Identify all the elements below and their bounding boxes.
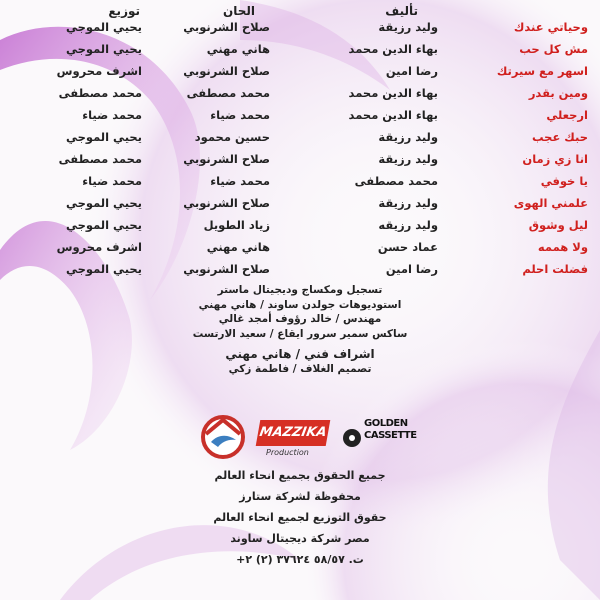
song-title: اسهر مع سيرتك: [496, 64, 588, 78]
song-title: ومين بقدر: [528, 86, 588, 100]
song-composer: صلاح الشرنوبي: [183, 64, 270, 78]
song-composer: حسين محمود: [194, 130, 270, 144]
song-lyrics: وليد رزيقة: [378, 152, 438, 166]
song-distribution: يحيي الموجي: [65, 218, 142, 232]
song-composer: زياد الطويل: [203, 218, 270, 232]
song-distribution: يحيي الموجي: [65, 196, 142, 210]
song-distribution: محمد ضياء: [82, 174, 142, 188]
header-composer: الحان: [222, 4, 255, 18]
studio-line-musicians: ساكس سمير سرور ايقاع / سعيد الارتست: [192, 327, 408, 340]
song-lyrics: وليد رزيقة: [378, 196, 438, 210]
song-row: [0, 86, 600, 106]
song-composer: صلاح الشرنوبي: [183, 20, 270, 34]
song-row: [0, 130, 600, 150]
studio-line-recording: تسجيل ومكساج وديجيتال ماستر: [217, 284, 383, 296]
song-title: ارجعلي: [546, 108, 588, 122]
song-lyrics: وليد رزيقة: [378, 130, 438, 144]
song-lyrics: وليد رزيقة: [378, 20, 438, 34]
song-distribution: يحيي الموجي: [65, 20, 142, 34]
song-lyrics: رضا امين: [385, 262, 438, 276]
song-row: [0, 42, 600, 62]
song-row: [0, 108, 600, 128]
song-composer: هاني مهني: [206, 240, 270, 254]
song-title: ولا هممه: [537, 240, 588, 254]
studio-line-studio: استوديوهات جولدن ساوند / هاني مهني: [198, 298, 402, 311]
song-title: يا خوفي: [540, 174, 588, 188]
song-lyrics: محمد مصطفى: [354, 174, 438, 188]
song-composer: صلاح الشرنوبي: [183, 196, 270, 210]
song-row: [0, 20, 600, 40]
studio-line-engineers: مهندس / خالد رؤوف أمجد غالي: [218, 313, 382, 325]
bird-logo-icon: [200, 414, 246, 460]
header-distribution: توزيع: [108, 4, 140, 18]
song-row: [0, 240, 600, 260]
song-lyrics: بهاء الدين محمد: [348, 86, 438, 100]
song-row: [0, 64, 600, 84]
song-row: [0, 218, 600, 238]
rights-line-3: حقوق التوزيع لجميع انحاء العالم: [213, 511, 387, 524]
song-title: فضلت احلم: [522, 262, 588, 276]
song-distribution: اشرف محروس: [56, 64, 142, 78]
song-row: [0, 174, 600, 194]
label-logos: [200, 412, 430, 462]
song-title: ليل وشوق: [528, 218, 588, 232]
song-row: [0, 196, 600, 216]
song-lyrics: رضا امين: [385, 64, 438, 78]
mazzika-logo: [256, 420, 331, 446]
mazzika-production-label: Production: [266, 448, 309, 457]
song-distribution: يحيي الموجي: [65, 42, 142, 56]
studio-line-supervision: اشراف فني / هاني مهني: [225, 347, 375, 361]
song-distribution: محمد ضياء: [82, 108, 142, 122]
song-lyrics: بهاء الدين محمد: [348, 42, 438, 56]
cassette-reel-icon: [342, 428, 362, 448]
rights-line-2: محفوظة لشركة ستارز: [239, 490, 361, 503]
song-distribution: يحيي الموجي: [65, 130, 142, 144]
golden-cassette-text: GOLDEN CASSETTE: [364, 418, 417, 441]
rights-line-4: مصر شركة ديجيتال ساوند: [230, 532, 370, 545]
song-lyrics: وليد رزيقه: [378, 218, 438, 232]
song-composer: محمد ضياء: [210, 108, 270, 122]
song-title: مش كل حب: [519, 42, 588, 56]
song-title: حبك عجب: [531, 130, 588, 144]
song-distribution: يحيي الموجي: [65, 262, 142, 276]
studio-line-cover-design: تصميم الغلاف / فاطمة زكي: [228, 362, 372, 375]
song-row: [0, 262, 600, 282]
song-distribution: اشرف محروس: [56, 240, 142, 254]
song-title: علمني الهوى: [513, 196, 588, 210]
header-lyrics: تأليف: [385, 4, 418, 18]
rights-phone: ت. ٥٨/٥٧ ٣٧٦٢٤ (٢) ٢+: [236, 553, 364, 566]
song-lyrics: عماد حسن: [377, 240, 438, 254]
song-row: [0, 152, 600, 172]
song-title: انا زي زمان: [522, 152, 588, 166]
song-composer: صلاح الشرنوبي: [183, 152, 270, 166]
mazzika-logo-text: MAZZIKA: [258, 425, 328, 440]
rights-notice: [150, 465, 450, 570]
song-composer: صلاح الشرنوبي: [183, 262, 270, 276]
song-distribution: محمد مصطفى: [58, 86, 142, 100]
song-composer: هاني مهني: [206, 42, 270, 56]
rights-line-1: جميع الحقوق بجميع انحاء العالم: [214, 469, 386, 482]
song-title: وحياتي عندك: [513, 20, 588, 34]
studio-credits: [180, 283, 420, 376]
song-distribution: محمد مصطفى: [58, 152, 142, 166]
song-lyrics: بهاء الدين محمد: [348, 108, 438, 122]
song-composer: محمد مصطفى: [186, 86, 270, 100]
song-composer: محمد ضياء: [210, 174, 270, 188]
